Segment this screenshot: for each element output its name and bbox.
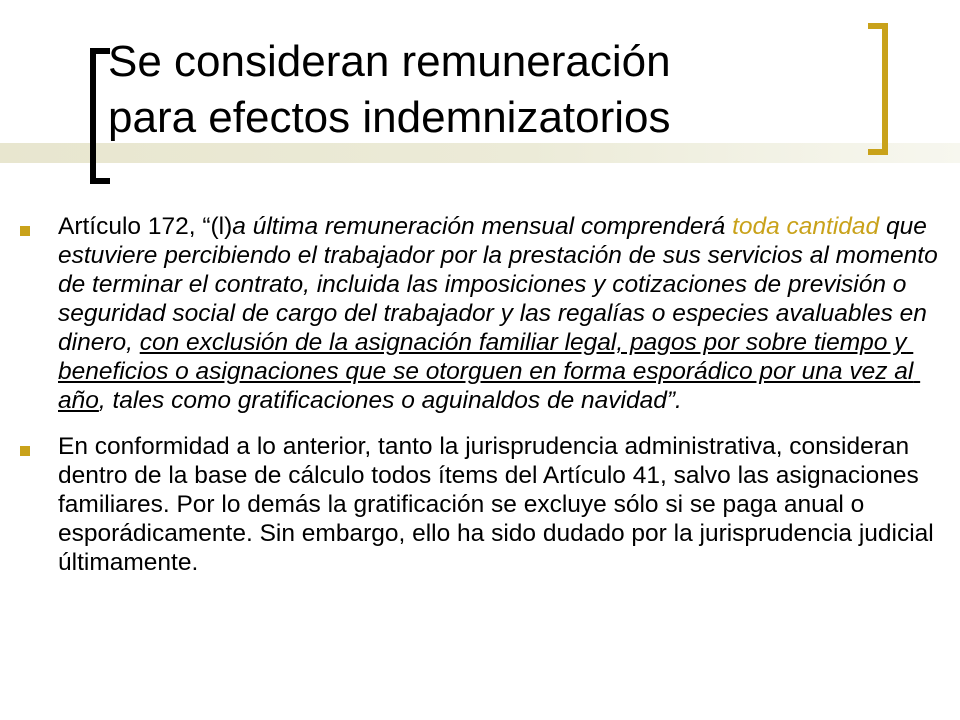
square-bullet-icon [20,446,30,456]
left-bracket-decoration [90,48,110,184]
underlined-phrase: con exclusión de la asignación familiar legal, pagos por sobre tiempo y beneficios o asignaciones que se otorguen en forma esporádico por una vez al año [58,329,921,414]
bullet-item-conformidad [0,432,960,577]
slide-title [108,34,868,146]
text-segment: En conformidad a lo anterior, tanto la jurisprudencia administrativa, consideran dentro de la base de cálculo todos ítems del Artículo 41, salvo las asignaciones familiares. Por lo demás la gratificación se excluye sólo si se paga anual o esporádicamente. Sin embargo, ello ha sido dudado por la jurisprudencia judicial últimamente. [58,433,941,576]
slide-title-line-2: para efectos indemnizatorios [108,93,671,142]
text-segment: Artículo 172, “(l) [58,213,233,240]
italic-quote-segment: que estuviere percibiendo el trabajador por la prestación de sus servicios al momento de terminar el contrato, incluida las imposiciones y cotizaciones de previsión o seguridad social de cargo del trabajador y las regalías o especies avaluables en dinero, [58,213,945,356]
bullet-text [58,432,942,577]
slide-title-line-1: Se consideran remuneración [108,37,671,86]
square-bullet-icon [20,226,30,236]
italic-quote-segment: a última remuneración mensual comprenderá [232,213,733,240]
highlighted-phrase: toda cantidad [732,213,880,240]
title-accent-band [0,143,960,163]
bullet-list [0,212,960,577]
bullet-text [58,212,945,415]
bullet-item-articulo-172 [0,212,960,415]
right-bracket-decoration [868,23,888,155]
italic-quote-segment: , tales como gratificaciones o aguinaldos de navidad”. [98,387,682,414]
